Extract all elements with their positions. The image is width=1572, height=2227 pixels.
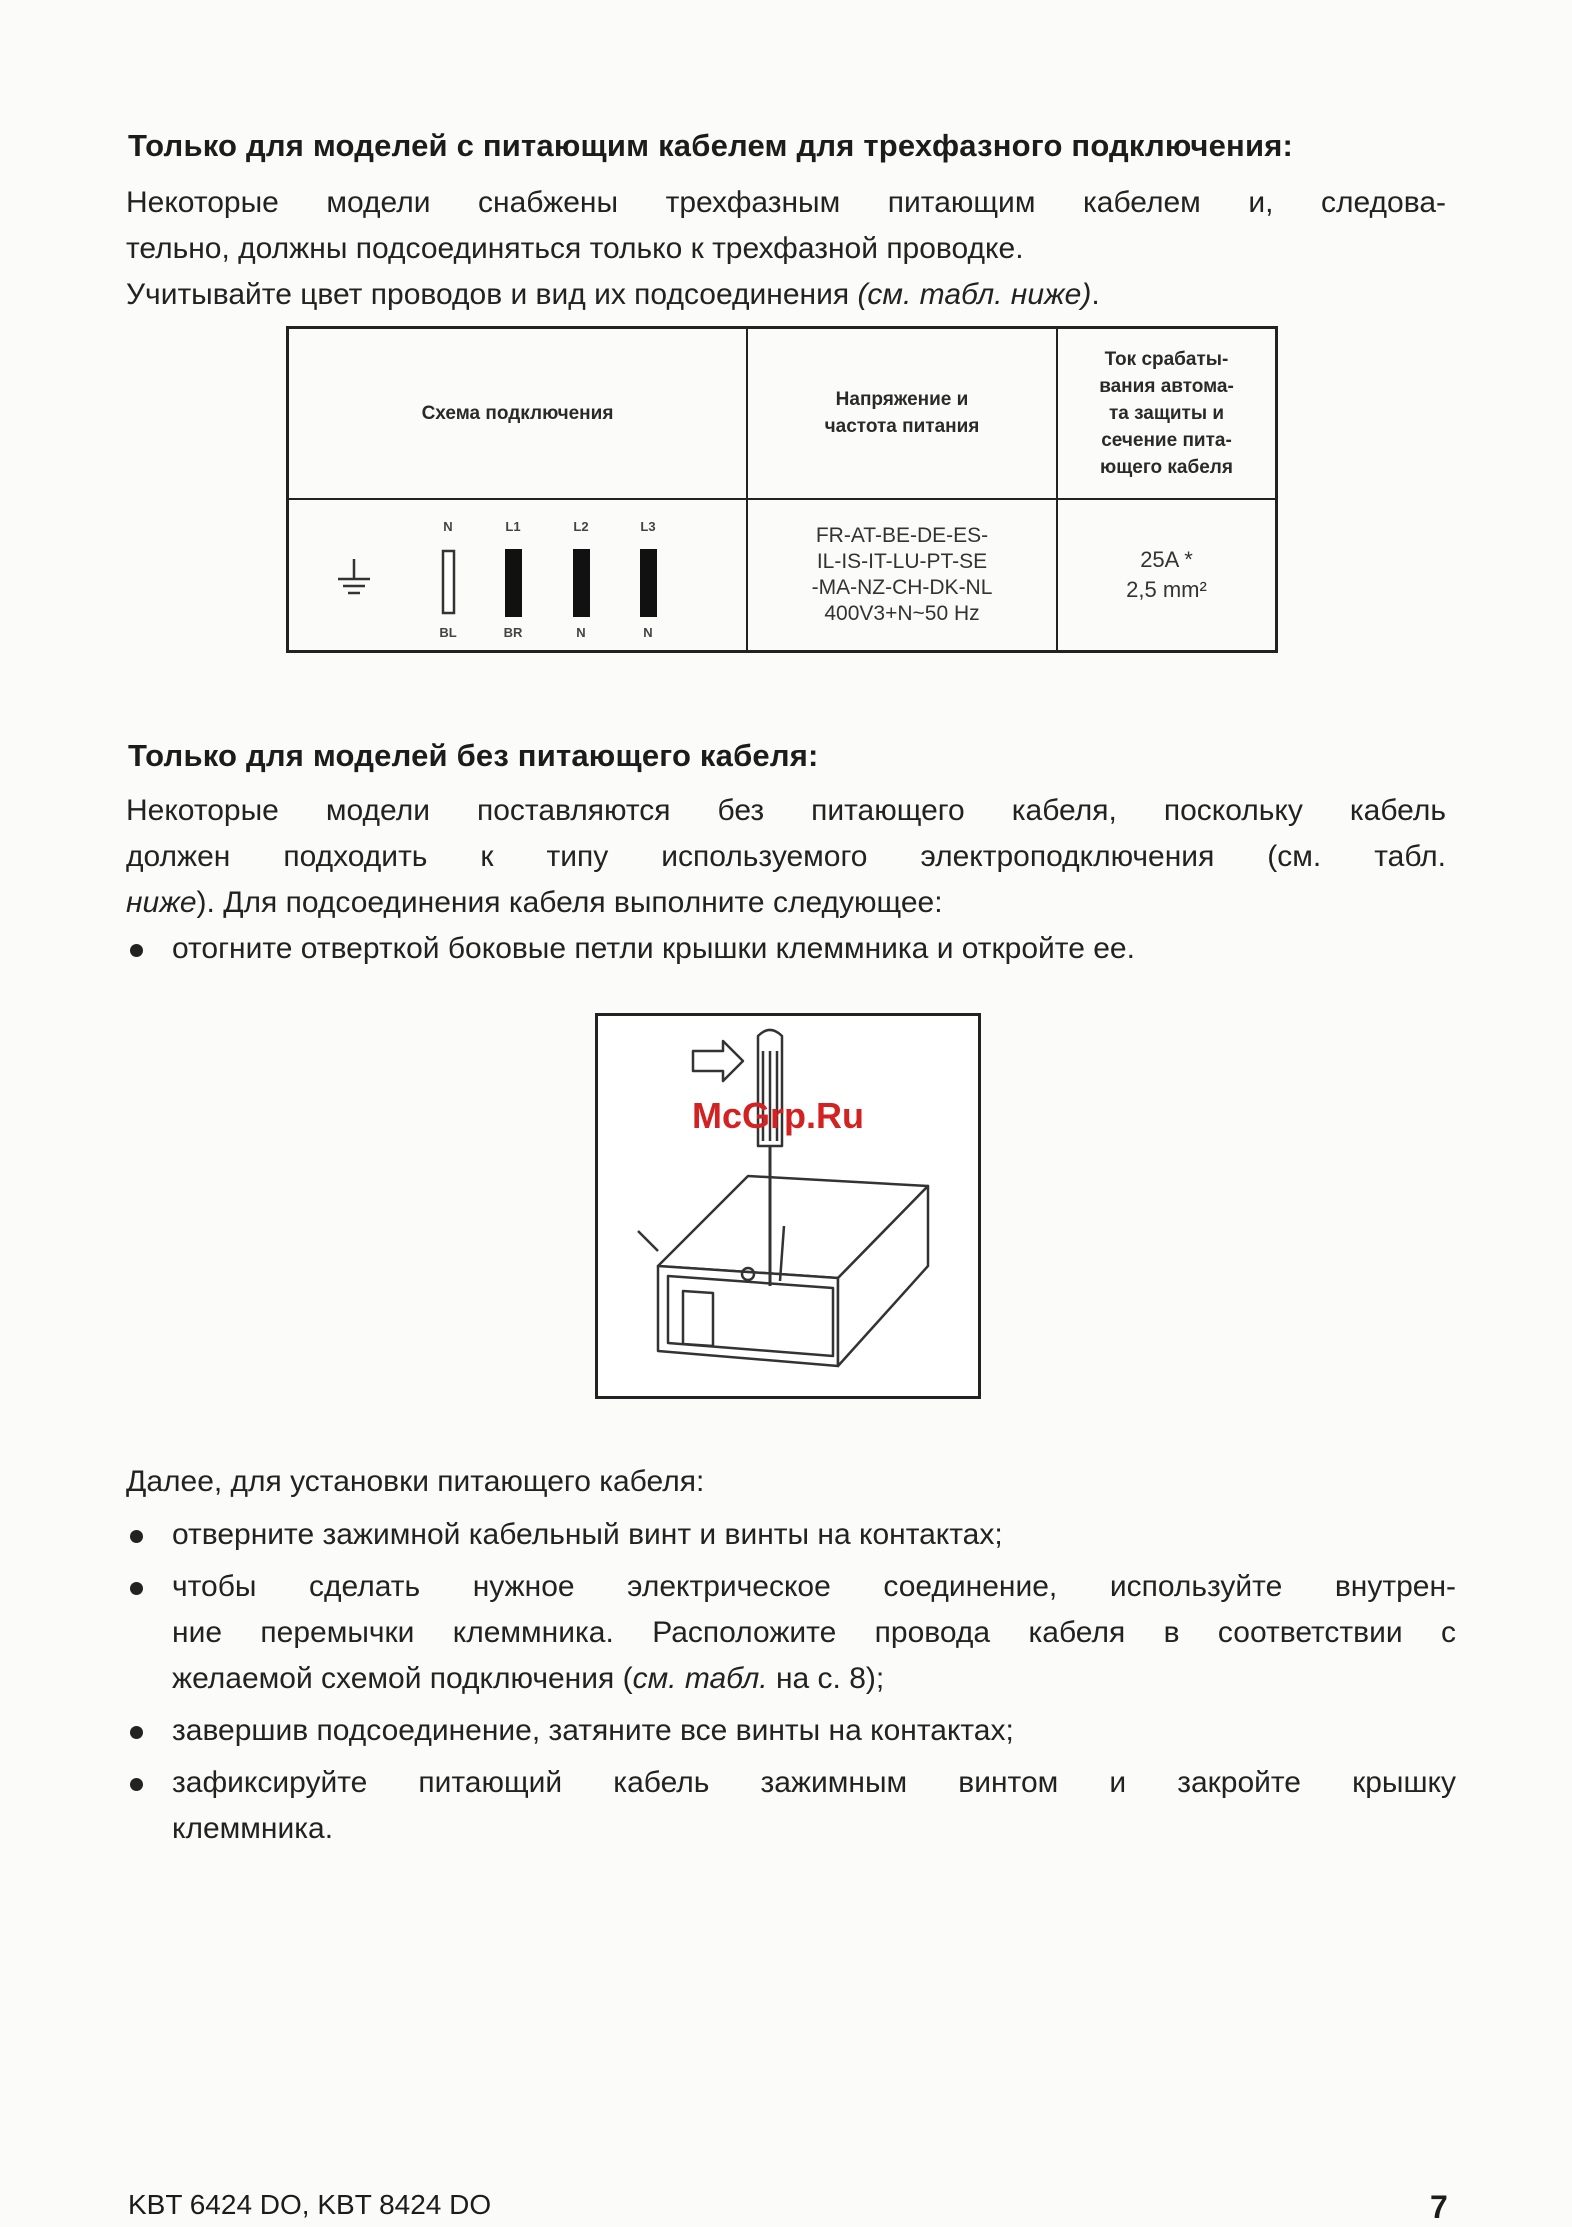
section-heading-three-phase: Только для моделей с питающим кабелем для трехфазного подключения: bbox=[128, 128, 1294, 163]
wire-l3-terminal bbox=[640, 549, 657, 617]
list-item: отверните зажимной кабельный винт и винты на контактах; bbox=[126, 1512, 1456, 1558]
wire-label-top: L1 bbox=[504, 518, 521, 534]
wire-label-top: N bbox=[442, 518, 453, 534]
terminal-box-illustration bbox=[595, 1013, 981, 1399]
page-number: 7 bbox=[1430, 2189, 1448, 2225]
wire-label-bottom: BL bbox=[438, 624, 457, 640]
wire-n-terminal bbox=[443, 551, 454, 613]
voltage-cell: FR-AT-BE-DE-ES- IL-IS-IT-LU-PT-SE -MA-NZ-CH-DK-NL 400V3+N~50 Hz bbox=[747, 499, 1057, 652]
connection-table bbox=[286, 326, 1278, 653]
section-heading-no-cable: Только для моделей без питающего кабеля: bbox=[128, 738, 819, 773]
watermark: McGrp.Ru bbox=[692, 1095, 865, 1136]
paragraph-line: ниже). Для подсоединения кабеля выполните следующее: bbox=[126, 886, 943, 919]
arrow-right-icon bbox=[693, 1041, 743, 1081]
wire-label-top: L2 bbox=[572, 518, 589, 534]
list-item: завершив подсоединение, затяните все винты на контактах; bbox=[126, 1708, 1456, 1754]
header-scheme: Схема подключения bbox=[288, 328, 748, 499]
wire-label-bottom: N bbox=[642, 624, 653, 640]
paragraph-line: Некоторые модели поставляются без питающего кабеля, поскольку кабель bbox=[126, 794, 1446, 827]
list-item: чтобы сделать нужное электрическое соединение, используйте внутрен- ние перемычки клеммника. Расположите провода кабеля в соответствии с желаемой схемой подключения (см. табл. на с. 8); bbox=[126, 1564, 1456, 1702]
bullet-list-open-cover bbox=[126, 926, 1456, 978]
wire-label-top: L3 bbox=[639, 518, 656, 534]
paragraph-three-phase bbox=[126, 180, 1446, 318]
current-cell: 25A * 2,5 mm² bbox=[1057, 499, 1277, 652]
paragraph-no-cable bbox=[126, 788, 1446, 926]
screwdriver-terminal-illustration bbox=[598, 1016, 978, 1396]
paragraph-line: тельно, должны подсоединяться только к трехфазной проводке. bbox=[126, 232, 1024, 265]
wire-label-bottom: N bbox=[575, 624, 586, 640]
bullet-list-install-steps bbox=[126, 1512, 1456, 1858]
ground-icon bbox=[338, 559, 370, 593]
header-current: Ток срабаты- вания автома- та защиты и сечение пита- ющего кабеля bbox=[1057, 328, 1277, 499]
wire-label-bottom: BR bbox=[503, 624, 522, 640]
wire-l1-terminal bbox=[505, 549, 522, 617]
paragraph-line: Учитывайте цвет проводов и вид их подсоединения (см. табл. ниже). bbox=[126, 278, 1100, 311]
header-voltage: Напряжение и частота питания bbox=[747, 328, 1057, 499]
pointer-line bbox=[638, 1231, 658, 1251]
paragraph-line: Некоторые модели снабжены трехфазным питающим кабелем и, следова- bbox=[126, 186, 1446, 219]
footer-model-names: KBT 6424 DO, KBT 8424 DO bbox=[128, 2189, 492, 2220]
list-item: отогните отверткой боковые петли крышки клеммника и откройте ее. bbox=[126, 926, 1456, 972]
wiring-diagram bbox=[298, 501, 738, 641]
paragraph-install-intro: Далее, для установки питающего кабеля: bbox=[126, 1465, 705, 1498]
wiring-diagram-cell bbox=[288, 499, 748, 652]
wire-l2-terminal bbox=[573, 549, 590, 617]
paragraph-line: должен подходить к типу используемого электроподключения (см. табл. bbox=[126, 840, 1446, 873]
list-item: зафиксируйте питающий кабель зажимным винтом и закройте крышку клеммника. bbox=[126, 1760, 1456, 1852]
